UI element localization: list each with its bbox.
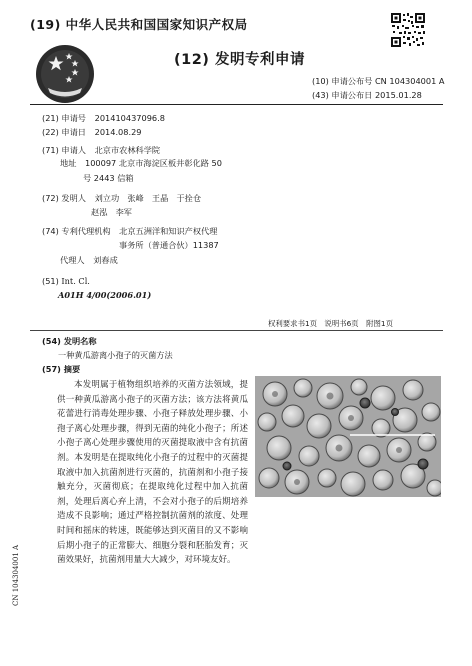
- inventors-label: 发明人: [61, 193, 86, 203]
- publication-number: CN 104304001 A: [374, 76, 445, 86]
- field-code: (22): [42, 127, 59, 137]
- application-date: 2014.08.29: [94, 127, 142, 137]
- header-divider: [30, 104, 443, 105]
- invention-title-heading: [42, 336, 97, 347]
- address-line-1: 100097 北京市海淀区板井彰化路 50: [85, 158, 222, 168]
- abstract-heading: [42, 364, 80, 375]
- agent-name: 刘春成: [93, 255, 118, 265]
- field-code: (21): [42, 113, 59, 123]
- qr-code-icon: [390, 12, 426, 48]
- application-number: 201410437096.8: [94, 113, 165, 123]
- agent-row: [60, 255, 118, 266]
- agency-row: [42, 226, 217, 237]
- agency-label: 专利代理机构: [61, 226, 111, 236]
- field-code: (51): [42, 276, 59, 286]
- document-type-title: (12) 发明专利申请: [174, 52, 305, 68]
- application-number-row: [42, 113, 165, 124]
- field-code: (72): [42, 193, 59, 203]
- field-code: (71): [42, 145, 59, 155]
- invention-title: 一种黄瓜游离小孢子的灭菌方法: [58, 350, 173, 360]
- application-number-label: 申请号: [61, 113, 86, 123]
- abstract-body: [57, 378, 248, 568]
- inventors-row: [42, 193, 201, 204]
- application-date-label: 申请日: [61, 127, 86, 137]
- publication-date-label: (43) 申请公布日: [312, 90, 373, 100]
- address-row: [60, 158, 222, 169]
- microspore-micrograph: [255, 376, 441, 497]
- field-code: (74): [42, 226, 59, 236]
- abstract-label: 摘要: [63, 364, 81, 374]
- field-code: (57): [42, 364, 61, 374]
- abstract-text: 本发明属于植物组织培养的灭菌方法领域，提供一种黄瓜游离小孢子的灭菌方法；该方法将黄瓜花蕾进行消毒处理步骤、小孢子释放处理步骤、小孢子离心处理步骤，得到无菌的纯化小孢子；所述小孢子离心处理步骤使用的灭菌提取液中含有抗菌剂。本发明是在提取纯化小孢子的过程中的灭菌提取液中加入抗菌剂进行灭菌的，抗菌剂和小孢子接触充分，灭菌彻底；在提取纯化过程中加入抗菌剂，处理后离心弃上清，不会对小孢子的后期培养造成不良影响；通过严格控制抗菌剂的浓度、处理时间和摇床的转速，既能够达到灭菌目的又不影响后期小孢子的正常膨大、细胞分裂和胚胎发育；灭菌效果好，抗菌剂用量大大减少，对环境友好。: [57, 380, 248, 566]
- publication-number-row: [312, 76, 445, 87]
- patent-office-name: (19) 中华人民共和国国家知识产权局: [30, 17, 248, 32]
- applicant-name: 北京市农林科学院: [94, 145, 161, 155]
- inventors-line-1: 刘立功 张峰 王晶 于拴仓: [94, 193, 202, 203]
- side-publication-number: CN 104304001 A: [12, 544, 20, 606]
- application-date-row: [42, 127, 142, 138]
- page-count-info: 权利要求书1页 说明书6页 附图1页: [268, 319, 393, 328]
- applicant-label: 申请人: [61, 145, 86, 155]
- address-label: 地址: [60, 158, 77, 168]
- agent-label: 代理人: [60, 255, 85, 265]
- intcl-classification: A01H 4/00(2006.01): [58, 290, 152, 300]
- invention-title-label: 发明名称: [63, 336, 97, 346]
- agency-line-2: 事务所（普通合伙）11387: [119, 240, 219, 250]
- office-emblem-icon: [34, 44, 96, 104]
- publication-date: 2015.01.28: [374, 90, 422, 100]
- publication-number-label: (10) 申请公布号: [312, 76, 373, 86]
- intcl-row: [42, 276, 90, 287]
- agency-line-1: 北京五洲洋和知识产权代理: [119, 226, 218, 236]
- field-code: (54): [42, 336, 61, 346]
- publication-date-row: [312, 90, 422, 101]
- section-divider: [30, 330, 443, 331]
- address-line-2: 号 2443 信箱: [83, 173, 134, 183]
- inventors-line-2: 赵泓 李军: [91, 207, 132, 217]
- intcl-label: Int. Cl.: [61, 276, 90, 286]
- applicant-row: [42, 145, 160, 156]
